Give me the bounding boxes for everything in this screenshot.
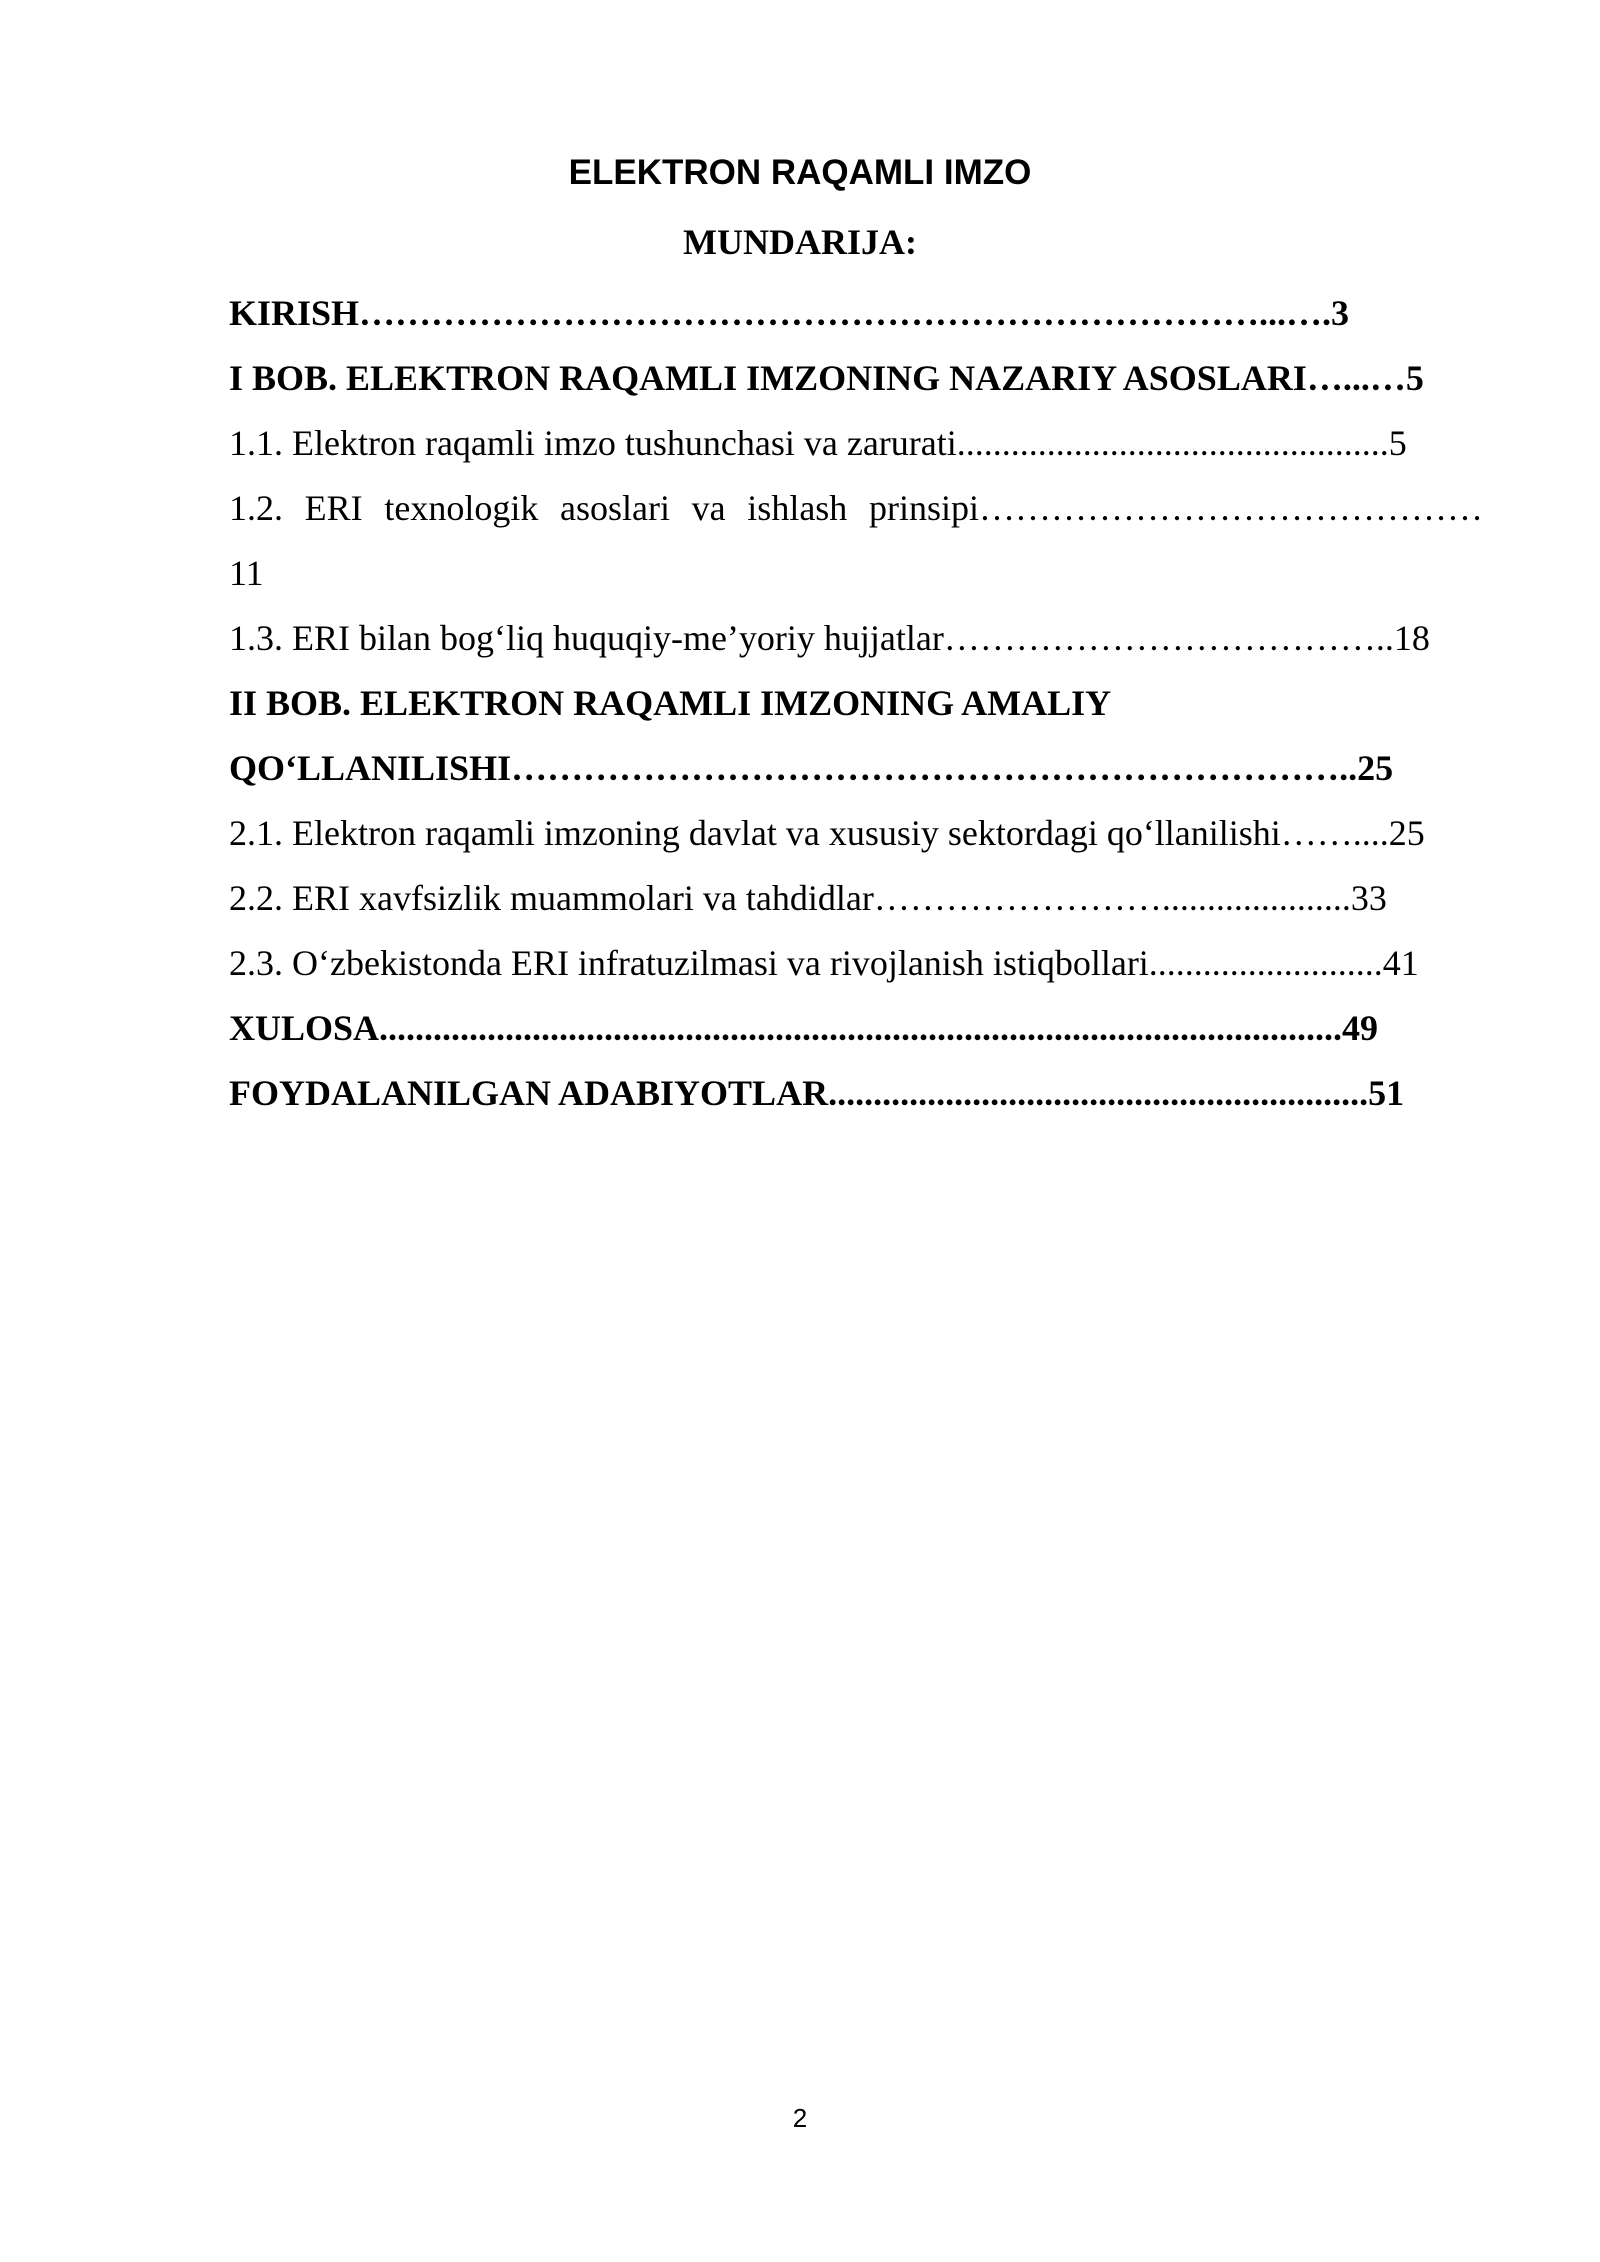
toc-entry-section-2-1: 2.1. Elektron raqamli imzoning davlat va xususiy sektordagi qo‘llanilishi……....25: [229, 813, 1425, 853]
toc-entry-section-2-3: 2.3. O‘zbekistonda ERI infratuzilmasi va rivojlanish istiqbollari..........................41: [229, 943, 1419, 983]
document-title: ELEKTRON RAQAMLI IMZO: [568, 153, 1032, 192]
toc-entry-chapter-1: I BOB. ELEKTRON RAQAMLI IMZONING NAZARIY ASOSLARI…...…5: [229, 358, 1424, 398]
page-number: 2: [792, 2103, 808, 2133]
toc-entry-references: FOYDALANILGAN ADABIYOTLAR............................................................51: [229, 1073, 1405, 1113]
toc-entry-section-1-3: 1.3. ERI bilan bog‘liq huquqiy-me’yoriy hujjatlar………………………………..18: [229, 618, 1430, 658]
toc-entry-section-1-1: 1.1. Elektron raqamli imzo tushunchasi va zarurati................................................5: [229, 423, 1407, 463]
toc-entry-section-1-2: 1.2. ERI texnologik asoslari va ishlash prinsipi……………………………………: [229, 488, 1483, 528]
toc-entry-xulosa: XULOSA...........................................................................................................49: [229, 1008, 1379, 1048]
toc-entry-chapter-2-line-1: II BOB. ELEKTRON RAQAMLI IMZONING AMALIY: [229, 683, 1112, 723]
toc-entry-kirish: KIRISH…………………………………………………………………...….3: [229, 293, 1350, 333]
toc-heading: MUNDARIJA:: [683, 222, 917, 262]
toc-entry-chapter-2-line-2: QO‘LLANILISHI……………………………………………………………..25: [229, 748, 1394, 788]
toc-entry-section-2-2: 2.2. ERI xavfsizlik muammolari va tahdidlar…………………….....................33: [229, 878, 1387, 918]
toc-entry-section-1-2-page: 11: [229, 553, 264, 593]
